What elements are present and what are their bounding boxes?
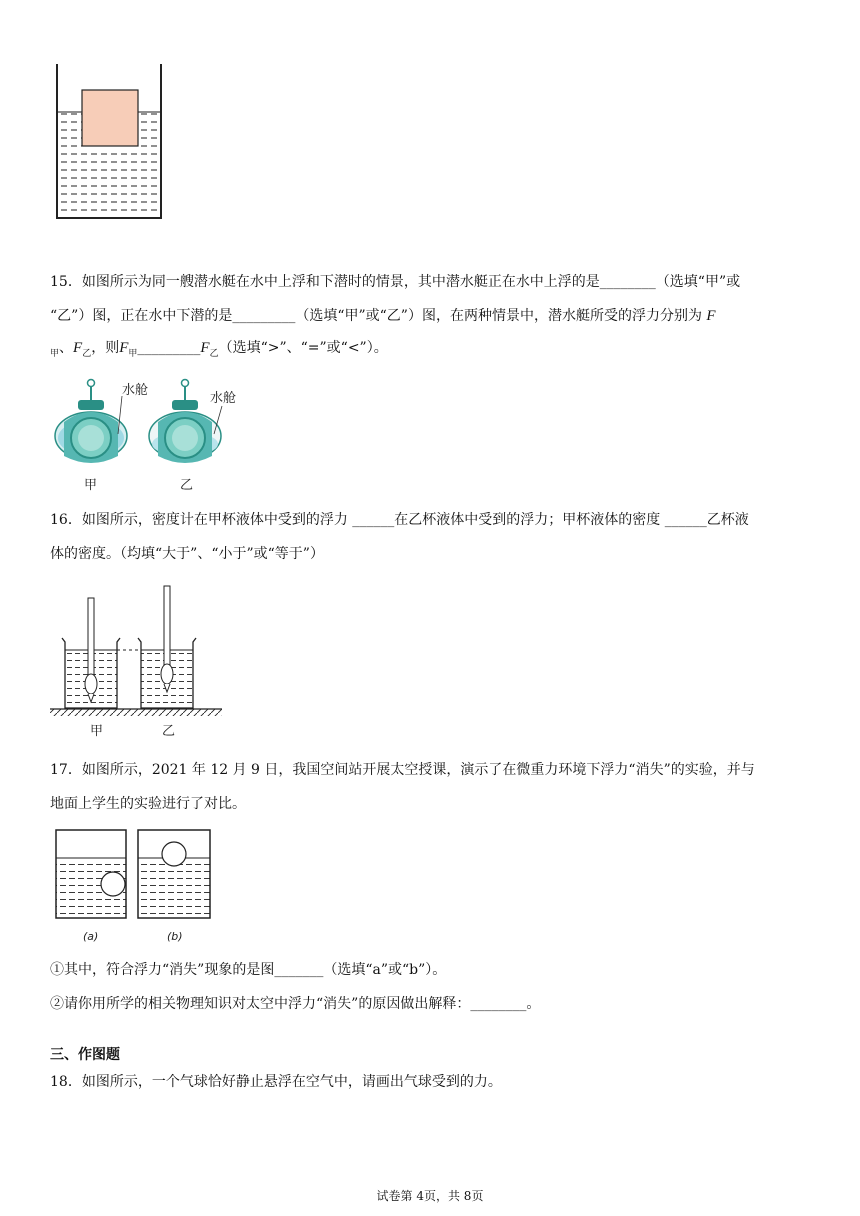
- q15-label-cabin-2: 水舱: [210, 391, 237, 406]
- q15-sub-jia: 甲: [50, 349, 60, 359]
- q17-figure-ab: [50, 826, 220, 946]
- q17-label-a: (a): [83, 930, 99, 943]
- q15-line-2: [50, 306, 716, 326]
- page-footer: 试卷第 4页，共 8页: [376, 1189, 484, 1203]
- q15-label-cabin-1: 水舱: [122, 383, 149, 398]
- q15-line-1: 15．如图所示为同一艘潜水艇在水中上浮和下潜时的情景，其中潜水艇正在水中上浮的是________（选填“甲”或: [50, 274, 741, 290]
- q15-sub-yi: 乙: [82, 349, 92, 359]
- q15-symbol-f: F: [706, 308, 716, 324]
- q18-line-1: 18．如图所示，一个气球恰好静止悬浮在空气中，请画出气球受到的力。: [50, 1074, 502, 1090]
- q15-then: ，则: [91, 340, 120, 356]
- q15-blank-3: _________: [137, 340, 201, 356]
- q17-sub-question-2: ②请你用所学的相关物理知识对太空中浮力“消失”的原因做出解释：________。: [50, 996, 541, 1012]
- section-heading-drawing: 三、作图题: [50, 1047, 120, 1063]
- q15-symbol-f3: F: [119, 340, 129, 356]
- q15-options: （选填“>”、“=”或“<”）。: [218, 340, 388, 356]
- q17-line-2: 地面上学生的实验进行了对比。: [50, 796, 246, 812]
- q17-sub-question-1: ①其中，符合浮力“消失”现象的是图_______（选填“a”或“b”）。: [50, 962, 447, 978]
- q15-label-yi: 乙: [180, 478, 194, 493]
- q15-line-2-text: “乙”）图，正在水中下潜的是_________（选填“甲”或“乙”）图，在两种情景中，潜水艇所受的浮力分别为: [50, 308, 702, 324]
- q15-line-3: [50, 338, 388, 360]
- q17-line-1: 17．如图所示，2021 年 12 月 9 日，我国空间站开展太空授课，演示了在微重力环境下浮力“消失”的实验，并与: [50, 762, 755, 778]
- q14-figure-container-block: [50, 62, 170, 224]
- floating-block: [82, 90, 138, 146]
- q16-line-2: 体的密度。（均填“大于”、“小于”或“等于”）: [50, 546, 324, 562]
- q15-sub-yi-2: 乙: [209, 349, 219, 359]
- q15-symbol-f4: F: [200, 340, 210, 356]
- q15-sub-jia-2: 甲: [128, 349, 138, 359]
- q17-label-b: (b): [167, 930, 183, 943]
- q15-symbol-f2: F: [73, 340, 83, 356]
- q16-label-yi: 乙: [162, 724, 176, 739]
- q15-label-jia: 甲: [84, 478, 98, 493]
- q16-label-jia: 甲: [90, 724, 104, 739]
- q16-figure-hydrometers: [50, 580, 230, 740]
- q15-sep: 、: [59, 340, 74, 356]
- submarine-jia: [55, 380, 127, 464]
- q15-figure-submarines: [50, 376, 260, 494]
- q16-line-1: 16．如图所示，密度计在甲杯液体中受到的浮力 ______在乙杯液体中受到的浮力；甲杯液体的密度 ______乙杯液: [50, 512, 749, 528]
